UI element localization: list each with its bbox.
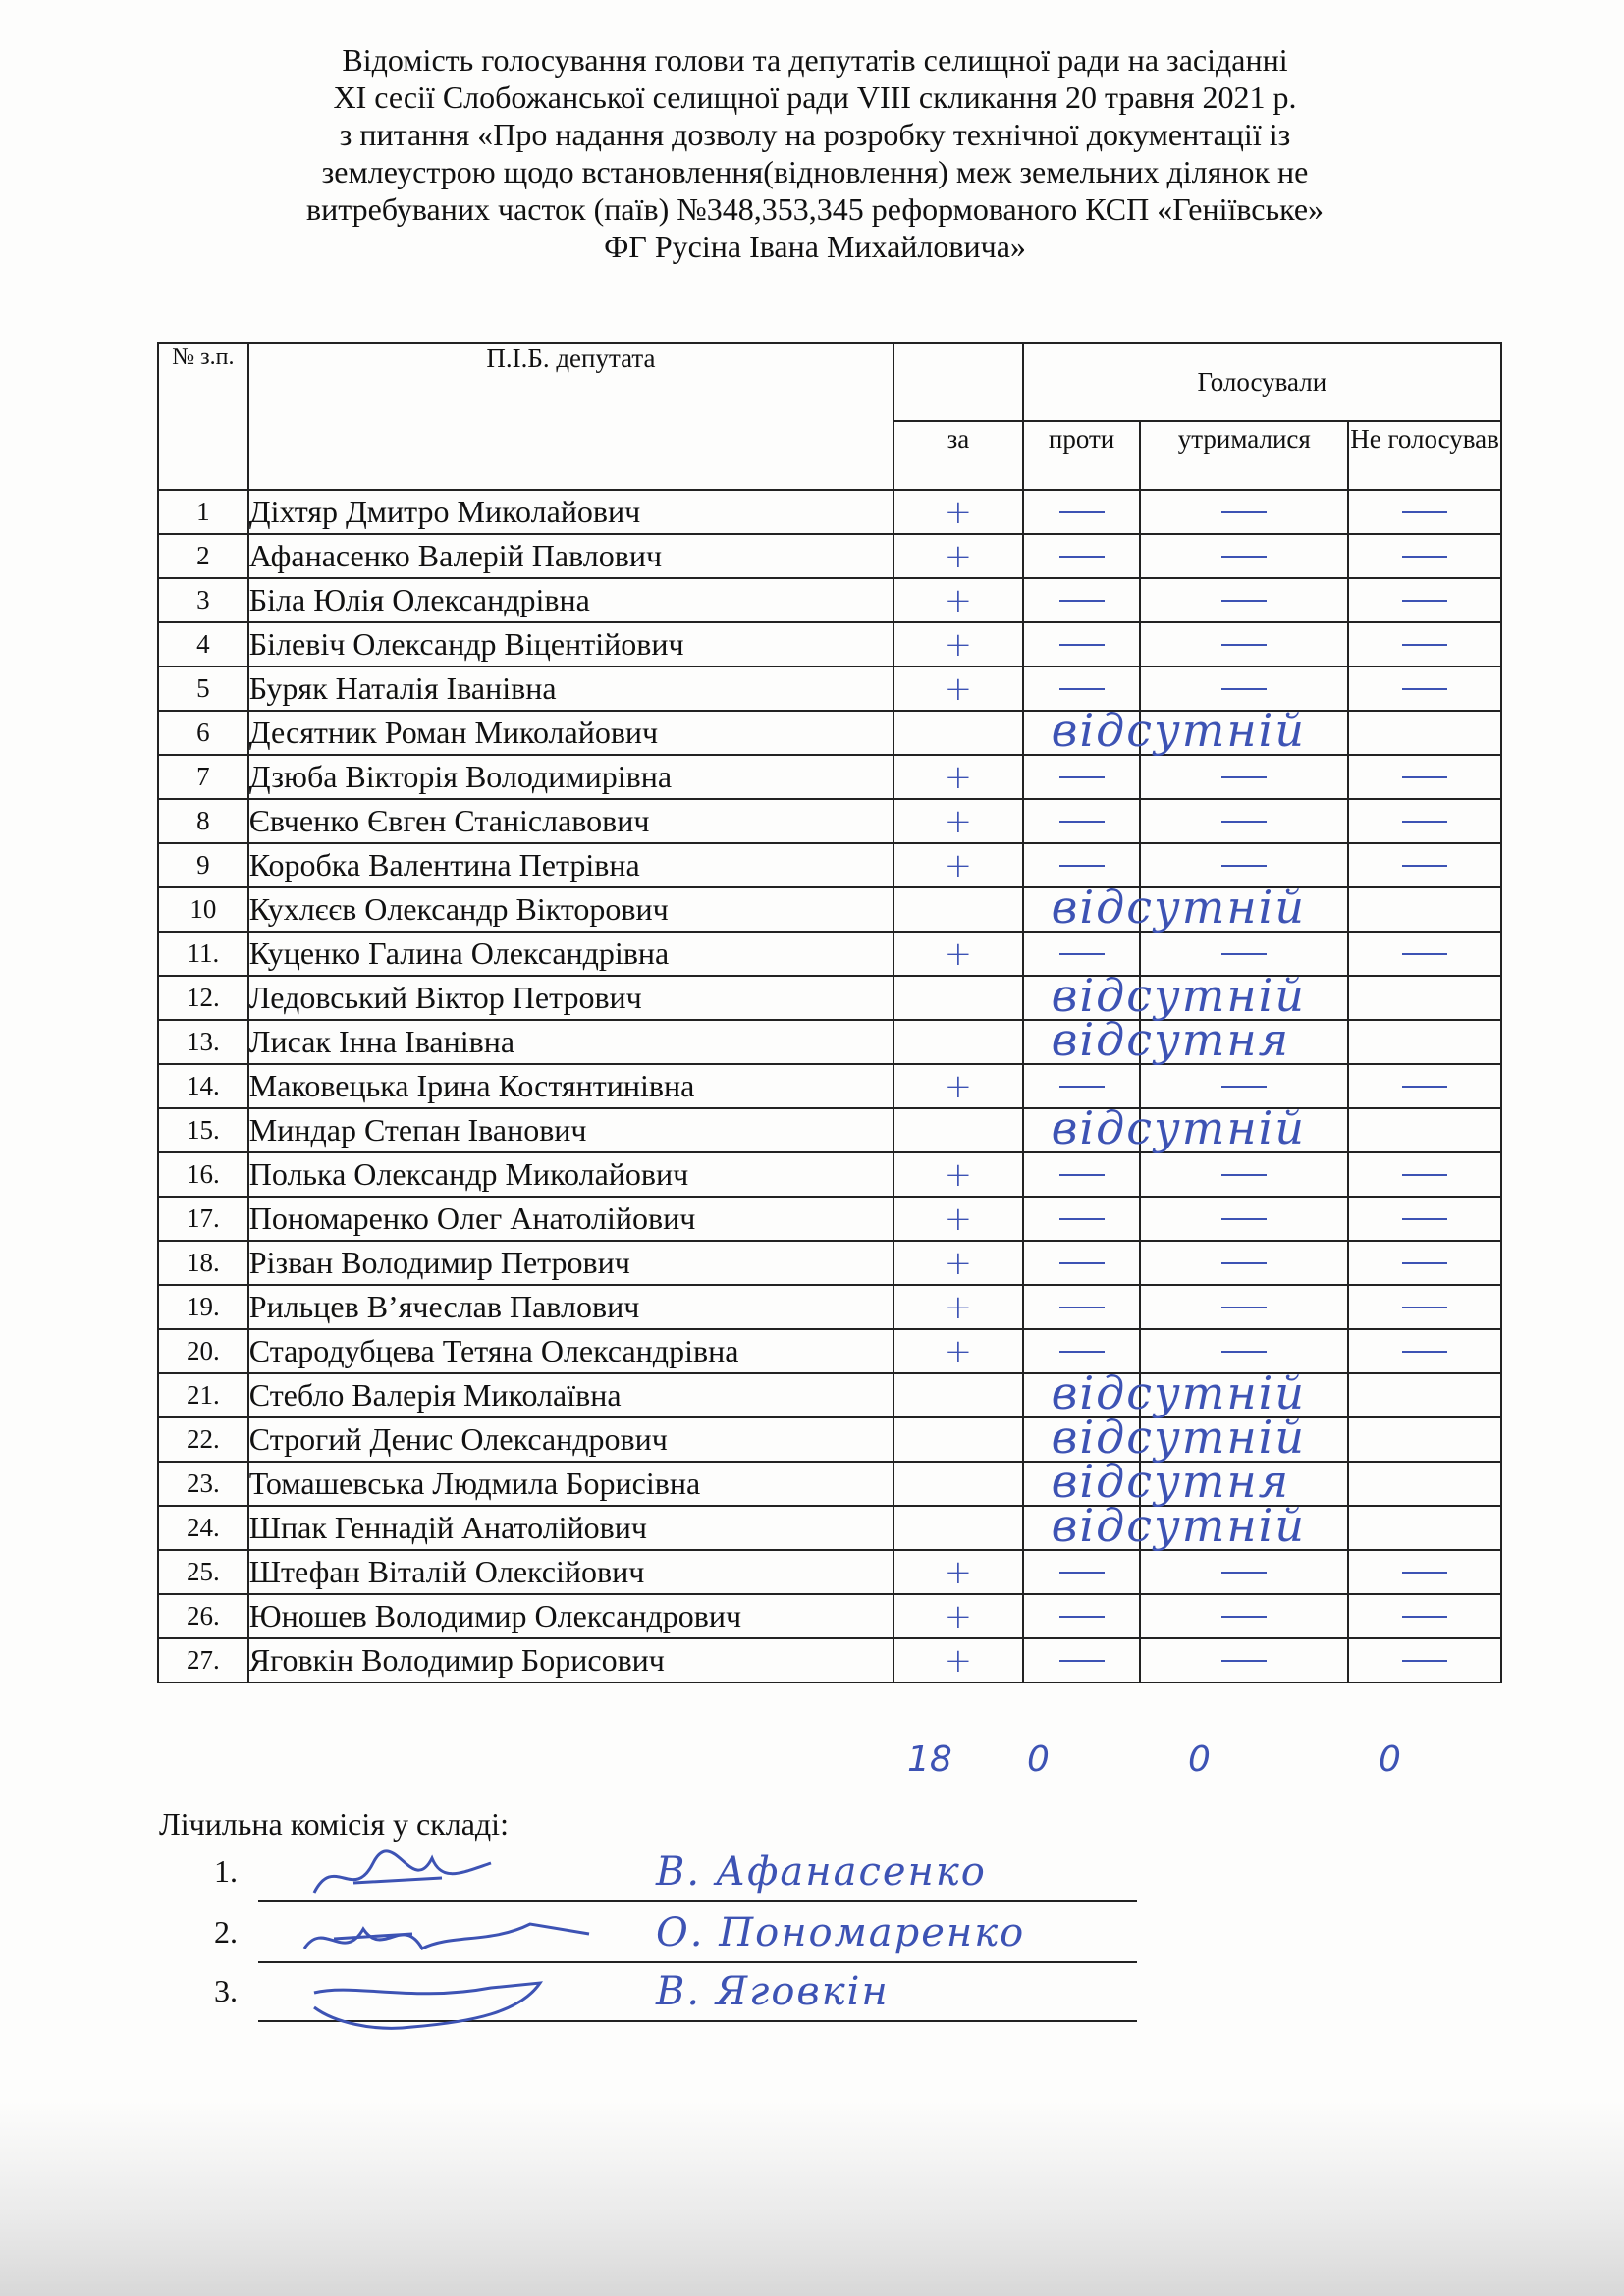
vote-against — [1023, 1197, 1141, 1241]
title-line: витребуваних часток (паїв) №348,353,345 реформованого КСП «Геніївське» — [305, 191, 1325, 227]
dash-mark — [1059, 776, 1105, 778]
vote-not-voted — [1348, 799, 1501, 843]
header-not-voted: Не голосував — [1348, 421, 1501, 490]
table-row — [158, 1152, 1501, 1197]
plus-mark: + — [944, 934, 973, 974]
vote-for — [893, 534, 1023, 578]
deputy-name: Коробка Валентина Петрівна — [248, 843, 893, 887]
dash-mark — [1221, 1307, 1267, 1308]
vote-against — [1023, 704, 1307, 757]
dash-mark — [1221, 1572, 1267, 1574]
table-row — [158, 1506, 1501, 1550]
vote-for — [893, 1506, 1023, 1550]
dash-mark — [1402, 1307, 1447, 1308]
plus-mark: + — [944, 1243, 973, 1283]
table-row — [158, 578, 1501, 622]
dash-mark — [1221, 600, 1267, 602]
dash-mark — [1221, 865, 1267, 867]
dash-mark — [1402, 1572, 1447, 1574]
deputy-name: Афанасенко Валерій Павлович — [248, 534, 893, 578]
dash-mark — [1221, 1086, 1267, 1088]
deputy-name: Білевіч Олександр Віцентійович — [248, 622, 893, 667]
deputy-name: Юношев Володимир Олександрович — [248, 1594, 893, 1638]
vote-not-voted — [1348, 711, 1501, 755]
row-number: 20. — [158, 1329, 248, 1373]
title-line: XI сесії Слобожанської селищної ради VIII скликання 20 травня 2021 р. — [333, 80, 1297, 115]
deputy-name: Різван Володимир Петрович — [248, 1241, 893, 1285]
plus-mark: + — [944, 580, 973, 620]
row-number: 7 — [158, 755, 248, 799]
row-number: 12. — [158, 976, 248, 1020]
deputy-name: Полька Олександр Миколайович — [248, 1152, 893, 1197]
deputy-name: Маковецька Ірина Костянтинівна — [248, 1064, 893, 1108]
header-number: № з.п. — [158, 343, 248, 490]
plus-mark: + — [944, 1331, 973, 1371]
row-number: 16. — [158, 1152, 248, 1197]
plus-mark: + — [944, 668, 973, 709]
vote-for — [893, 887, 1023, 932]
member-name: В. Яговкін — [656, 1969, 890, 2014]
dash-mark — [1402, 1262, 1447, 1264]
vote-not-voted — [1348, 887, 1501, 932]
dash-mark — [1402, 688, 1447, 690]
table-row — [158, 755, 1501, 799]
vote-not-voted — [1348, 534, 1501, 578]
dash-mark — [1221, 821, 1267, 823]
vote-against — [1023, 622, 1141, 667]
dash-mark — [1402, 865, 1447, 867]
voting-table — [157, 342, 1502, 1683]
table-body — [158, 490, 1501, 1682]
vote-not-voted — [1348, 1064, 1501, 1108]
table-row — [158, 1594, 1501, 1638]
commission-member — [214, 1908, 1137, 1969]
vote-abstain — [1140, 799, 1348, 843]
vote-for — [893, 1064, 1023, 1108]
plus-mark: + — [944, 1596, 973, 1636]
row-number: 10 — [158, 887, 248, 932]
deputy-name: Ледовський Віктор Петрович — [248, 976, 893, 1020]
deputy-name: Стародубцева Тетяна Олександрівна — [248, 1329, 893, 1373]
vote-not-voted — [1348, 667, 1501, 711]
absent-mark: відсутній — [1051, 1499, 1307, 1552]
row-number: 25. — [158, 1550, 248, 1594]
vote-not-voted — [1348, 1329, 1501, 1373]
deputy-name: Буряк Наталія Іванівна — [248, 667, 893, 711]
document-title — [206, 41, 1424, 265]
total-for: 18 — [907, 1739, 952, 1780]
member-name: О. Пономаренко — [656, 1910, 1026, 1955]
vote-abstain — [1140, 534, 1348, 578]
plus-mark: + — [944, 536, 973, 576]
table-row — [158, 887, 1501, 932]
vote-for — [893, 1020, 1023, 1064]
vote-abstain — [1140, 1108, 1348, 1152]
table-row — [158, 534, 1501, 578]
dash-mark — [1221, 1174, 1267, 1176]
vote-against — [1023, 490, 1141, 534]
dash-mark — [1402, 1616, 1447, 1618]
vote-abstain — [1140, 755, 1348, 799]
plus-mark: + — [944, 845, 973, 885]
dash-mark — [1059, 556, 1105, 558]
vote-abstain — [1140, 1152, 1348, 1197]
plus-mark: + — [944, 1066, 973, 1106]
dash-mark — [1221, 1218, 1267, 1220]
vote-against — [1023, 1550, 1141, 1594]
row-number: 23. — [158, 1462, 248, 1506]
vote-against — [1023, 1101, 1307, 1154]
vote-against — [1023, 881, 1307, 934]
dash-mark — [1221, 1262, 1267, 1264]
vote-against — [1023, 1638, 1141, 1682]
deputy-name: Рильцев В’ячеслав Павлович — [248, 1285, 893, 1329]
dash-mark — [1402, 1174, 1447, 1176]
deputy-name: Дзюба Вікторія Володимирівна — [248, 755, 893, 799]
table-row — [158, 1197, 1501, 1241]
table-row — [158, 1108, 1501, 1152]
deputy-name: Стебло Валерія Миколаївна — [248, 1373, 893, 1417]
dash-mark — [1059, 1218, 1105, 1220]
vote-not-voted — [1348, 1108, 1501, 1152]
vote-against — [1023, 1285, 1141, 1329]
vote-against — [1023, 1013, 1291, 1066]
row-number: 22. — [158, 1417, 248, 1462]
dash-mark — [1221, 556, 1267, 558]
plus-mark: + — [944, 1199, 973, 1239]
vote-abstain — [1140, 711, 1348, 755]
table-row — [158, 976, 1501, 1020]
signature-icon — [295, 1963, 589, 2042]
vote-for — [893, 578, 1023, 622]
vote-for — [893, 799, 1023, 843]
vote-abstain — [1140, 1594, 1348, 1638]
dash-mark — [1059, 1616, 1105, 1618]
vote-for — [893, 1329, 1023, 1373]
row-number: 3 — [158, 578, 248, 622]
vote-not-voted — [1348, 976, 1501, 1020]
header-against: проти — [1023, 421, 1141, 490]
vote-not-voted — [1348, 578, 1501, 622]
vote-not-voted — [1348, 1197, 1501, 1241]
vote-against — [1023, 1499, 1307, 1552]
row-number: 19. — [158, 1285, 248, 1329]
vote-for — [893, 843, 1023, 887]
vote-not-voted — [1348, 1152, 1501, 1197]
table-row — [158, 622, 1501, 667]
vote-against — [1023, 1594, 1141, 1638]
table-row — [158, 711, 1501, 755]
dash-mark — [1221, 1351, 1267, 1353]
vote-abstain — [1140, 887, 1348, 932]
member-number: 2. — [214, 1914, 238, 1949]
vote-for — [893, 622, 1023, 667]
plus-mark: + — [944, 1640, 973, 1681]
member-number: 3. — [214, 1973, 238, 2008]
row-number: 5 — [158, 667, 248, 711]
table-row — [158, 1285, 1501, 1329]
vote-not-voted — [1348, 1462, 1501, 1506]
deputy-name: Миндар Степан Іванович — [248, 1108, 893, 1152]
vote-not-voted — [1348, 843, 1501, 887]
dash-mark — [1402, 821, 1447, 823]
row-number: 24. — [158, 1506, 248, 1550]
dash-mark — [1059, 600, 1105, 602]
row-number: 15. — [158, 1108, 248, 1152]
absent-mark: відсутній — [1051, 1411, 1307, 1464]
deputy-name: Біла Юлія Олександрівна — [248, 578, 893, 622]
vote-not-voted — [1348, 755, 1501, 799]
row-number: 13. — [158, 1020, 248, 1064]
absent-mark: відсутня — [1051, 1013, 1291, 1066]
vote-for — [893, 1638, 1023, 1682]
dash-mark — [1059, 1351, 1105, 1353]
total-not-voted: 0 — [1379, 1739, 1401, 1780]
deputy-name: Строгий Денис Олександрович — [248, 1417, 893, 1462]
plus-mark: + — [944, 801, 973, 841]
vote-for — [893, 490, 1023, 534]
header-empty — [893, 343, 1023, 421]
absent-mark: відсутній — [1051, 969, 1307, 1022]
vote-not-voted — [1348, 1020, 1501, 1064]
table-row — [158, 1241, 1501, 1285]
row-number: 1 — [158, 490, 248, 534]
dash-mark — [1059, 511, 1105, 513]
plus-mark: + — [944, 1552, 973, 1592]
row-number: 11. — [158, 932, 248, 976]
table-row — [158, 1020, 1501, 1064]
table-row — [158, 1638, 1501, 1682]
signature-icon — [295, 1843, 550, 1912]
title-line: ФГ Русіна Івана Михайловича» — [604, 229, 1026, 264]
dash-mark — [1221, 511, 1267, 513]
row-number: 4 — [158, 622, 248, 667]
vote-for — [893, 1417, 1023, 1462]
table-row — [158, 1417, 1501, 1462]
vote-not-voted — [1348, 1417, 1501, 1462]
vote-abstain — [1140, 578, 1348, 622]
commission-heading: Лічильна комісія у складі: — [159, 1806, 509, 1842]
vote-abstain — [1140, 1241, 1348, 1285]
vote-not-voted — [1348, 1550, 1501, 1594]
row-number: 17. — [158, 1197, 248, 1241]
dash-mark — [1402, 953, 1447, 955]
vote-for — [893, 1197, 1023, 1241]
absent-mark: відсутній — [1051, 704, 1307, 757]
vote-not-voted — [1348, 1594, 1501, 1638]
deputy-name: Євченко Євген Станіславович — [248, 799, 893, 843]
dash-mark — [1059, 1262, 1105, 1264]
title-line: землеустрою щодо встановлення(відновлення) меж земельних ділянок не — [321, 154, 1309, 189]
dash-mark — [1059, 1660, 1105, 1662]
row-number: 18. — [158, 1241, 248, 1285]
dash-mark — [1221, 1660, 1267, 1662]
vote-for — [893, 932, 1023, 976]
header-for: за — [893, 421, 1023, 490]
dash-mark — [1402, 556, 1447, 558]
absent-mark: відсутній — [1051, 1101, 1307, 1154]
plus-mark: + — [944, 1287, 973, 1327]
deputy-name: Десятник Роман Миколайович — [248, 711, 893, 755]
absent-mark: відсутня — [1051, 1455, 1291, 1508]
deputy-name: Кухлєєв Олександр Вікторович — [248, 887, 893, 932]
deputy-name: Лисак Інна Іванівна — [248, 1020, 893, 1064]
header-abstain: утрималися — [1140, 421, 1348, 490]
header-name: П.І.Б. депутата — [248, 343, 893, 490]
dash-mark — [1402, 1086, 1447, 1088]
dash-mark — [1221, 776, 1267, 778]
vote-not-voted — [1348, 1373, 1501, 1417]
plus-mark: + — [944, 624, 973, 665]
table-row — [158, 490, 1501, 534]
vote-abstain — [1140, 1506, 1348, 1550]
vote-for — [893, 1462, 1023, 1506]
dash-mark — [1059, 688, 1105, 690]
deputy-name: Куценко Галина Олександрівна — [248, 932, 893, 976]
vote-for — [893, 1285, 1023, 1329]
total-against: 0 — [1027, 1739, 1050, 1780]
dash-mark — [1059, 1086, 1105, 1088]
row-number: 27. — [158, 1638, 248, 1682]
row-number: 26. — [158, 1594, 248, 1638]
vote-abstain — [1140, 490, 1348, 534]
dash-mark — [1221, 953, 1267, 955]
vote-for — [893, 976, 1023, 1020]
dash-mark — [1221, 688, 1267, 690]
header-voted: Голосували — [1023, 343, 1501, 421]
vote-for — [893, 1108, 1023, 1152]
vote-for — [893, 667, 1023, 711]
vote-against — [1023, 1241, 1141, 1285]
dash-mark — [1402, 1218, 1447, 1220]
deputy-name: Шпак Геннадій Анатолійович — [248, 1506, 893, 1550]
dash-mark — [1059, 821, 1105, 823]
deputy-name: Яговкін Володимир Борисович — [248, 1638, 893, 1682]
deputy-name: Томашевська Людмила Борисівна — [248, 1462, 893, 1506]
vote-against — [1023, 1152, 1141, 1197]
scan-shadow — [0, 2101, 1624, 2296]
vote-for — [893, 1550, 1023, 1594]
commission-member — [214, 1967, 1137, 2028]
dash-mark — [1221, 1616, 1267, 1618]
vote-not-voted — [1348, 1638, 1501, 1682]
member-name: В. Афанасенко — [656, 1849, 987, 1895]
title-line: з питання «Про надання дозволу на розробку технічної документації із — [339, 117, 1291, 152]
vote-not-voted — [1348, 1241, 1501, 1285]
row-number: 2 — [158, 534, 248, 578]
plus-mark: + — [944, 757, 973, 797]
vote-for — [893, 1152, 1023, 1197]
row-number: 6 — [158, 711, 248, 755]
table-row — [158, 799, 1501, 843]
deputy-name: Пономаренко Олег Анатолійович — [248, 1197, 893, 1241]
dash-mark — [1402, 511, 1447, 513]
total-abstain: 0 — [1188, 1739, 1211, 1780]
dash-mark — [1221, 644, 1267, 646]
vote-for — [893, 711, 1023, 755]
vote-abstain — [1140, 622, 1348, 667]
vote-abstain — [1140, 1550, 1348, 1594]
deputy-name: Діхтяр Дмитро Миколайович — [248, 490, 893, 534]
row-number: 21. — [158, 1373, 248, 1417]
vote-for — [893, 1594, 1023, 1638]
dash-mark — [1059, 1307, 1105, 1308]
vote-against — [1023, 755, 1141, 799]
vote-for — [893, 1241, 1023, 1285]
plus-mark: + — [944, 1154, 973, 1195]
vote-against — [1023, 799, 1141, 843]
vote-not-voted — [1348, 490, 1501, 534]
dash-mark — [1402, 644, 1447, 646]
vote-abstain — [1140, 1197, 1348, 1241]
dash-mark — [1402, 1660, 1447, 1662]
dash-mark — [1059, 953, 1105, 955]
commission-member — [214, 1847, 1137, 1908]
dash-mark — [1402, 600, 1447, 602]
vote-not-voted — [1348, 1506, 1501, 1550]
vote-for — [893, 1373, 1023, 1417]
dash-mark — [1059, 1174, 1105, 1176]
row-number: 14. — [158, 1064, 248, 1108]
dash-mark — [1059, 865, 1105, 867]
vote-abstain — [1140, 1638, 1348, 1682]
row-number: 9 — [158, 843, 248, 887]
absent-mark: відсутній — [1051, 881, 1307, 934]
vote-for — [893, 755, 1023, 799]
title-line: Відомість голосування голови та депутатів селищної ради на засіданні — [342, 42, 1288, 78]
vote-not-voted — [1348, 932, 1501, 976]
dash-mark — [1402, 776, 1447, 778]
vote-abstain — [1140, 1285, 1348, 1329]
dash-mark — [1059, 1572, 1105, 1574]
vote-against — [1023, 534, 1141, 578]
dash-mark — [1402, 1351, 1447, 1353]
deputy-name: Штефан Віталій Олексійович — [248, 1550, 893, 1594]
absent-mark: відсутній — [1051, 1366, 1307, 1419]
member-number: 1. — [214, 1853, 238, 1889]
dash-mark — [1059, 644, 1105, 646]
vote-abstain — [1140, 1020, 1348, 1064]
vote-against — [1023, 578, 1141, 622]
plus-mark: + — [944, 492, 973, 532]
table-row — [158, 1550, 1501, 1594]
row-number: 8 — [158, 799, 248, 843]
vote-not-voted — [1348, 1285, 1501, 1329]
vote-not-voted — [1348, 622, 1501, 667]
